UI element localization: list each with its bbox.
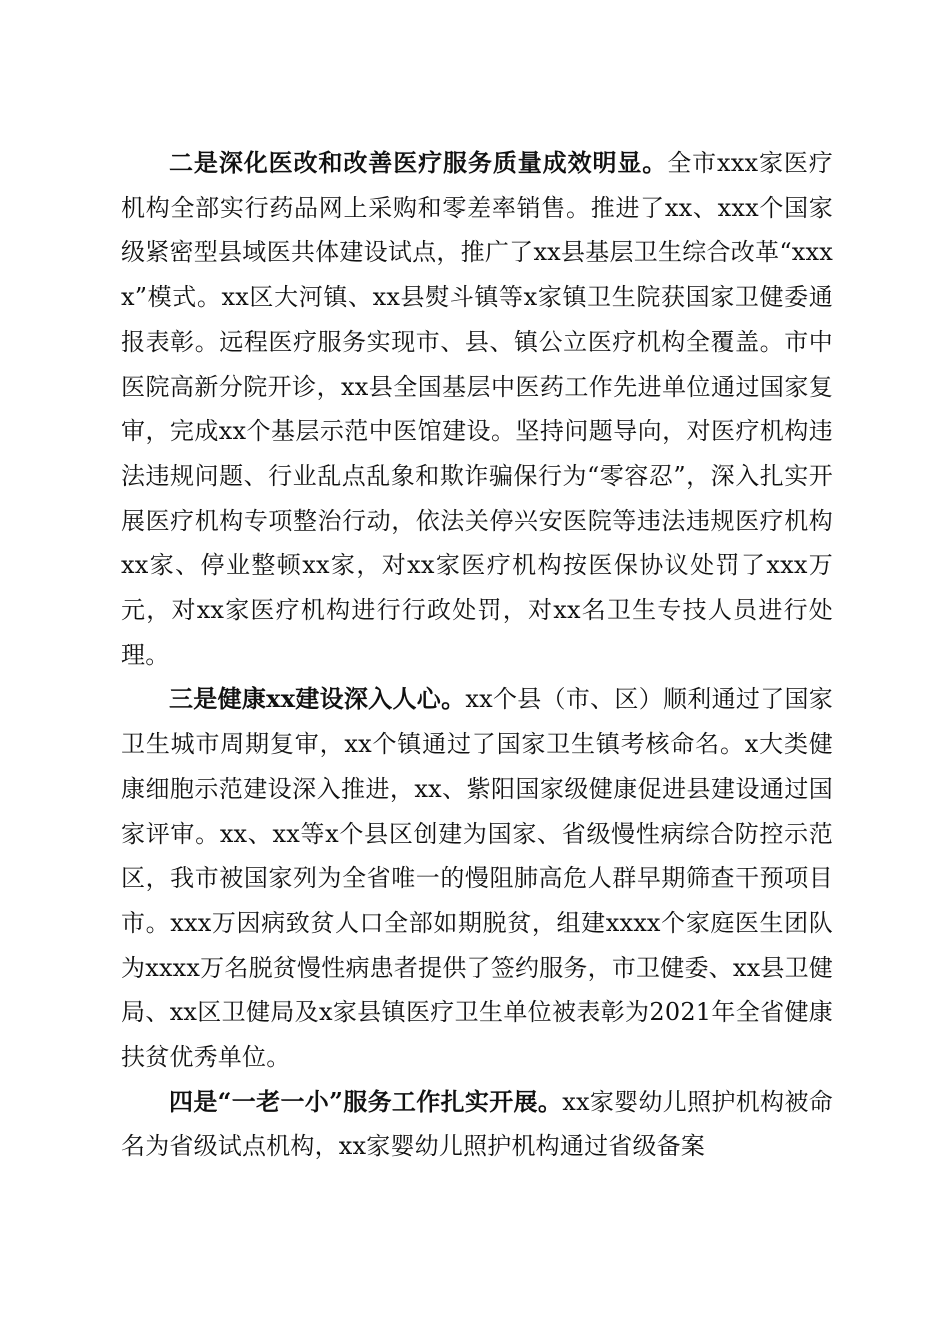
paragraph-medical-reform [121,141,833,677]
paragraph-heading: 四是“一老一小”服务工作扎实开展。 [169,1086,563,1116]
paragraph-heading: 二是深化医改和改善医疗服务质量成效明显。 [169,148,668,177]
document-body [121,141,833,1169]
paragraph-elderly-children [121,1080,833,1169]
paragraph-text: xx家婴幼儿照护机构被命名为省级试点机构，xx家婴幼儿照护机构通过省级备案 [121,1087,833,1161]
paragraph-heading: 三是健康xx建设深入人心。 [169,684,466,714]
paragraph-healthy-city [121,677,833,1079]
paragraph-text: 全市xxx家医疗机构全部实行药品网上采购和零差率销售。推进了xx、xxx个国家级紧密型县域医共体建设试点，推广了xx县基层卫生综合改革“xxxx”模式。xx区大河镇、xx县熨斗镇等x家镇卫生院获国家卫健委通报表彰。远程医疗服务实现市、县、镇公立医疗机构全覆盖。市中医院高新分院开诊，xx县全国基层中医药工作先进单位通过国家复审，完成xx个基层示范中医馆建设。坚持问题导向，对医疗机构违法违规问题、行业乱点乱象和欺诈骗保行为“零容忍”，深入扎实开展医疗机构专项整治行动，依法关停兴安医院等违法违规医疗机构xx家、停业整顿xx家，对xx家医疗机构按医保协议处罚了xxx万元，对xx家医疗机构进行行政处罚，对xx名卫生专技人员进行处理。 [121,149,833,669]
paragraph-text: xx个县（市、区）顺利通过了国家卫生城市周期复审，xx个镇通过了国家卫生镇考核命名。x大类健康细胞示范建设深入推进，xx、紫阳国家级健康促进县建设通过国家评审。xx、xx等x个县区创建为国家、省级慢性病综合防控示范区，我市被国家列为全省唯一的慢阻肺高危人群早期筛查干预项目市。xxx万因病致贫人口全部如期脱贫，组建xxxx个家庭医生团队为xxxx万名脱贫慢性病患者提供了签约服务，市卫健委、xx县卫健局、xx区卫健局及x家县镇医疗卫生单位被表彰为2021年全省健康扶贫优秀单位。 [121,685,833,1072]
